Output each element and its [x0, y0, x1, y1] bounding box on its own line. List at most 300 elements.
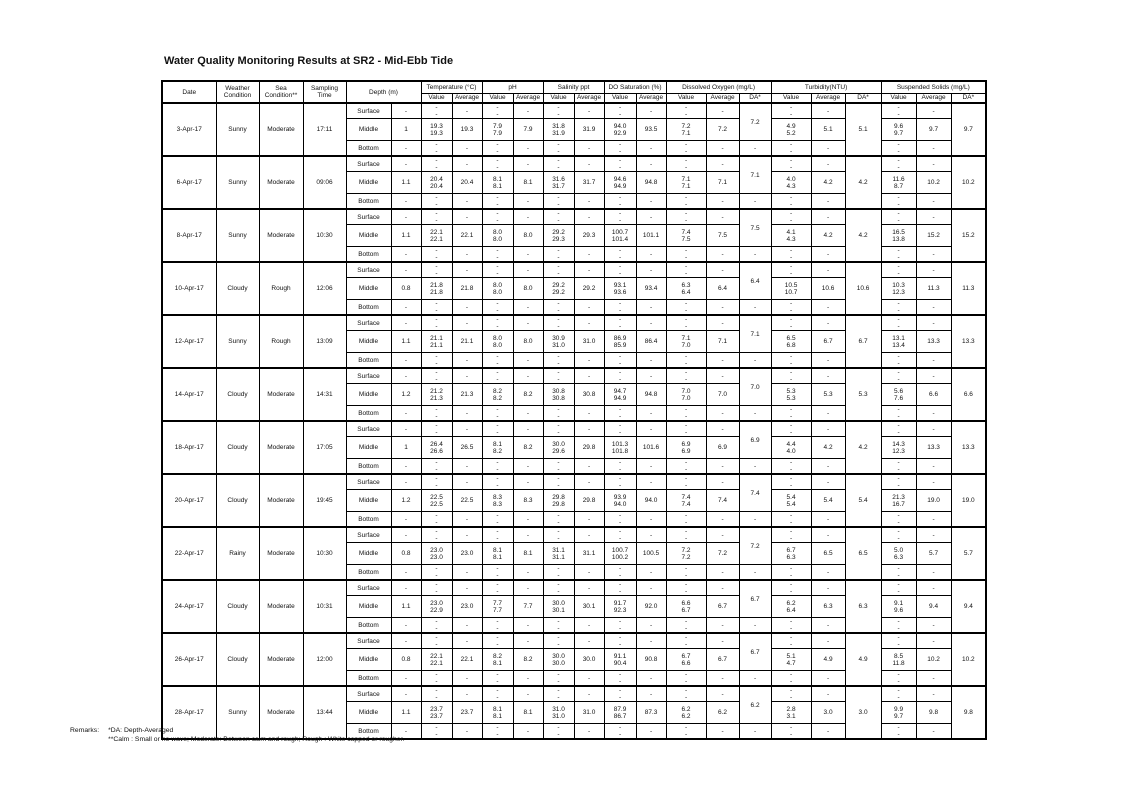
cell-temperature-value: - - [421, 580, 452, 596]
header-group: Dissolved Oxygen (mg/L) [666, 81, 771, 93]
cell-suspended_solids-value: 5.6 7.6 [881, 384, 916, 406]
cell-suspended_solids-value: - - [881, 209, 916, 225]
cell-ph-value: 8.0 8.0 [482, 331, 513, 353]
cell-date: 8-Apr-17 [162, 209, 216, 262]
cell-temperature-value: 26.4 26.6 [421, 437, 452, 459]
cell-temperature-average: 23.7 [452, 702, 482, 724]
cell-depth-level: Middle [346, 596, 391, 618]
cell-suspended_solids-average: - [916, 368, 951, 384]
cell-turbidity-value: 4.1 4.3 [771, 225, 811, 247]
cell-do_saturation-value: 87.9 86.7 [604, 702, 636, 724]
cell-ph-average: 8.0 [513, 331, 543, 353]
cell-sea-condition: Moderate [259, 209, 303, 262]
cell-ph-average: 8.0 [513, 225, 543, 247]
cell-turbidity-average: - [811, 633, 845, 649]
cell-suspended_solids-average: - [916, 141, 951, 157]
cell-depth-level: Bottom [346, 247, 391, 263]
cell-dissolved_oxygen-da: 7.2 [739, 527, 771, 565]
cell-dissolved_oxygen-average: - [706, 459, 739, 475]
cell-temperature-average: - [452, 156, 482, 172]
cell-turbidity-da: 6.7 [845, 315, 881, 368]
cell-suspended_solids-average: 6.6 [916, 384, 951, 406]
cell-salinity-average: 29.8 [574, 437, 604, 459]
cell-temperature-average: - [452, 141, 482, 157]
cell-suspended_solids-value: - - [881, 406, 916, 422]
cell-depth-level: Bottom [346, 194, 391, 210]
cell-sampling-time: 17:11 [303, 103, 346, 156]
cell-turbidity-value: - - [771, 724, 811, 740]
cell-dissolved_oxygen-average: - [706, 194, 739, 210]
cell-salinity-value: - - [543, 633, 574, 649]
cell-salinity-average: 30.1 [574, 596, 604, 618]
header-sub-average: Average [916, 93, 951, 103]
cell-turbidity-da: 4.2 [845, 156, 881, 209]
cell-depth-level: Middle [346, 278, 391, 300]
cell-dissolved_oxygen-value: - - [666, 406, 706, 422]
cell-ph-value: - - [482, 618, 513, 634]
cell-suspended_solids-average: 9.8 [916, 702, 951, 724]
cell-salinity-value: - - [543, 724, 574, 740]
cell-dissolved_oxygen-average: - [706, 474, 739, 490]
cell-temperature-value: - - [421, 459, 452, 475]
cell-depth-value: - [391, 406, 421, 422]
cell-depth-value: - [391, 671, 421, 687]
cell-dissolved_oxygen-value: - - [666, 527, 706, 543]
cell-dissolved_oxygen-average: - [706, 103, 739, 119]
cell-do_saturation-value: - - [604, 421, 636, 437]
cell-ph-average: - [513, 262, 543, 278]
cell-ph-average: - [513, 406, 543, 422]
page-title: Water Quality Monitoring Results at SR2 - Mid-Ebb Tide [164, 55, 454, 67]
table-row [162, 315, 986, 331]
table-row [162, 156, 986, 172]
cell-turbidity-average: 5.1 [811, 119, 845, 141]
header-sub-value: Value [666, 93, 706, 103]
cell-temperature-average: - [452, 368, 482, 384]
cell-salinity-value: 31.6 31.7 [543, 172, 574, 194]
cell-suspended_solids-value: - - [881, 421, 916, 437]
cell-temperature-average: 22.1 [452, 225, 482, 247]
cell-suspended_solids-value: 16.5 13.8 [881, 225, 916, 247]
cell-salinity-average: 30.8 [574, 384, 604, 406]
cell-do_saturation-average: - [636, 527, 666, 543]
cell-depth-value: - [391, 686, 421, 702]
cell-do_saturation-value: - - [604, 103, 636, 119]
cell-dissolved_oxygen-average: - [706, 406, 739, 422]
cell-dissolved_oxygen-da: - [739, 353, 771, 369]
cell-dissolved_oxygen-value: - - [666, 474, 706, 490]
cell-depth-level: Surface [346, 156, 391, 172]
cell-suspended_solids-average: 11.3 [916, 278, 951, 300]
cell-dissolved_oxygen-average: 6.4 [706, 278, 739, 300]
cell-ph-value: 8.1 8.2 [482, 437, 513, 459]
cell-weather: Cloudy [216, 580, 259, 633]
cell-temperature-value: - - [421, 141, 452, 157]
cell-depth-value: - [391, 156, 421, 172]
cell-turbidity-average: - [811, 156, 845, 172]
cell-date: 6-Apr-17 [162, 156, 216, 209]
cell-ph-value: 8.1 8.1 [482, 702, 513, 724]
cell-temperature-value: 19.3 19.3 [421, 119, 452, 141]
cell-dissolved_oxygen-da: 6.9 [739, 421, 771, 459]
cell-do_saturation-average: - [636, 315, 666, 331]
cell-dissolved_oxygen-value: - - [666, 459, 706, 475]
cell-date: 12-Apr-17 [162, 315, 216, 368]
cell-depth-value: - [391, 300, 421, 316]
cell-do_saturation-value: - - [604, 300, 636, 316]
cell-ph-average: - [513, 141, 543, 157]
cell-salinity-value: 30.9 31.0 [543, 331, 574, 353]
cell-dissolved_oxygen-da: 6.4 [739, 262, 771, 300]
cell-salinity-value: - - [543, 406, 574, 422]
cell-suspended_solids-average: - [916, 686, 951, 702]
cell-dissolved_oxygen-value: - - [666, 194, 706, 210]
cell-ph-average: - [513, 671, 543, 687]
cell-suspended_solids-value: 8.5 11.8 [881, 649, 916, 671]
cell-dissolved_oxygen-value: - - [666, 580, 706, 596]
header-sub-value: Value [881, 93, 916, 103]
cell-suspended_solids-average: - [916, 300, 951, 316]
cell-salinity-average: - [574, 474, 604, 490]
cell-dissolved_oxygen-average: 6.9 [706, 437, 739, 459]
cell-depth-level: Middle [346, 384, 391, 406]
cell-turbidity-value: - - [771, 300, 811, 316]
cell-ph-average: - [513, 724, 543, 740]
cell-turbidity-value: 10.5 10.7 [771, 278, 811, 300]
cell-turbidity-value: - - [771, 368, 811, 384]
cell-salinity-value: 29.8 29.8 [543, 490, 574, 512]
cell-salinity-average: - [574, 724, 604, 740]
cell-dissolved_oxygen-average: 7.1 [706, 172, 739, 194]
cell-ph-value: - - [482, 262, 513, 278]
cell-temperature-average: - [452, 686, 482, 702]
cell-salinity-average: - [574, 315, 604, 331]
cell-dissolved_oxygen-average: 7.4 [706, 490, 739, 512]
cell-suspended_solids-da: 5.7 [951, 527, 986, 580]
cell-do_saturation-value: - - [604, 671, 636, 687]
header-date: Date [162, 81, 216, 103]
cell-turbidity-average: 4.2 [811, 437, 845, 459]
cell-ph-average: 8.2 [513, 437, 543, 459]
cell-suspended_solids-da: 10.2 [951, 156, 986, 209]
cell-dissolved_oxygen-average: - [706, 633, 739, 649]
cell-dissolved_oxygen-value: - - [666, 512, 706, 528]
cell-temperature-average: - [452, 580, 482, 596]
cell-suspended_solids-average: - [916, 565, 951, 581]
cell-ph-average: 7.7 [513, 596, 543, 618]
cell-turbidity-da: 5.3 [845, 368, 881, 421]
cell-suspended_solids-value: - - [881, 194, 916, 210]
cell-salinity-value: - - [543, 512, 574, 528]
cell-ph-value: - - [482, 671, 513, 687]
cell-turbidity-average: - [811, 300, 845, 316]
cell-do_saturation-value: - - [604, 565, 636, 581]
cell-do_saturation-value: - - [604, 194, 636, 210]
cell-sea-condition: Rough [259, 315, 303, 368]
cell-sea-condition: Moderate [259, 580, 303, 633]
cell-depth-value: - [391, 580, 421, 596]
table-row [162, 421, 986, 437]
cell-depth-level: Surface [346, 262, 391, 278]
cell-salinity-value: - - [543, 618, 574, 634]
cell-do_saturation-value: - - [604, 474, 636, 490]
cell-temperature-value: 22.5 22.5 [421, 490, 452, 512]
header-sub-average: Average [811, 93, 845, 103]
cell-suspended_solids-da: 9.8 [951, 686, 986, 739]
cell-temperature-average: 21.8 [452, 278, 482, 300]
cell-turbidity-value: - - [771, 527, 811, 543]
header-sub-dastar: DA* [739, 93, 771, 103]
cell-dissolved_oxygen-da: - [739, 512, 771, 528]
cell-turbidity-average: - [811, 512, 845, 528]
cell-ph-average: 8.1 [513, 172, 543, 194]
cell-sampling-time: 14:31 [303, 368, 346, 421]
cell-ph-average: - [513, 194, 543, 210]
cell-turbidity-da: 3.0 [845, 686, 881, 739]
cell-temperature-average: - [452, 103, 482, 119]
cell-dissolved_oxygen-value: 6.7 6.6 [666, 649, 706, 671]
cell-suspended_solids-average: - [916, 724, 951, 740]
cell-dissolved_oxygen-average: - [706, 156, 739, 172]
cell-temperature-average: - [452, 565, 482, 581]
cell-dissolved_oxygen-value: 7.4 7.5 [666, 225, 706, 247]
cell-sampling-time: 19:45 [303, 474, 346, 527]
cell-turbidity-value: - - [771, 315, 811, 331]
cell-turbidity-average: - [811, 406, 845, 422]
cell-depth-value: - [391, 103, 421, 119]
cell-temperature-average: - [452, 512, 482, 528]
cell-suspended_solids-value: 10.3 12.3 [881, 278, 916, 300]
cell-dissolved_oxygen-value: - - [666, 421, 706, 437]
header-sub-value: Value [482, 93, 513, 103]
cell-suspended_solids-average: 9.4 [916, 596, 951, 618]
cell-turbidity-da: 10.6 [845, 262, 881, 315]
cell-do_saturation-average: - [636, 618, 666, 634]
cell-turbidity-average: 4.2 [811, 225, 845, 247]
cell-dissolved_oxygen-da: 6.7 [739, 580, 771, 618]
cell-dissolved_oxygen-da: - [739, 406, 771, 422]
cell-ph-average: - [513, 686, 543, 702]
cell-turbidity-value: - - [771, 459, 811, 475]
cell-salinity-value: 30.0 29.6 [543, 437, 574, 459]
cell-date: 22-Apr-17 [162, 527, 216, 580]
cell-temperature-average: 19.3 [452, 119, 482, 141]
cell-dissolved_oxygen-da: 6.7 [739, 633, 771, 671]
cell-sampling-time: 09:06 [303, 156, 346, 209]
cell-dissolved_oxygen-average: 7.2 [706, 543, 739, 565]
cell-dissolved_oxygen-average: - [706, 262, 739, 278]
cell-dissolved_oxygen-average: - [706, 724, 739, 740]
cell-do_saturation-average: 93.4 [636, 278, 666, 300]
cell-sea-condition: Moderate [259, 368, 303, 421]
cell-ph-value: - - [482, 141, 513, 157]
cell-salinity-average: - [574, 156, 604, 172]
cell-suspended_solids-da: 19.0 [951, 474, 986, 527]
cell-do_saturation-average: - [636, 421, 666, 437]
cell-do_saturation-value: - - [604, 724, 636, 740]
cell-suspended_solids-value: - - [881, 527, 916, 543]
cell-depth-value: - [391, 512, 421, 528]
cell-dissolved_oxygen-value: - - [666, 300, 706, 316]
cell-dissolved_oxygen-average: - [706, 618, 739, 634]
cell-depth-level: Bottom [346, 512, 391, 528]
header-sub-dastar: DA* [845, 93, 881, 103]
cell-salinity-value: 31.8 31.9 [543, 119, 574, 141]
table-row [162, 209, 986, 225]
cell-depth-value: - [391, 565, 421, 581]
cell-turbidity-average: - [811, 459, 845, 475]
cell-do_saturation-value: 93.9 94.0 [604, 490, 636, 512]
cell-depth-level: Bottom [346, 724, 391, 740]
cell-salinity-average: - [574, 565, 604, 581]
cell-suspended_solids-average: 10.2 [916, 172, 951, 194]
cell-suspended_solids-value: - - [881, 141, 916, 157]
cell-salinity-value: 31.1 31.1 [543, 543, 574, 565]
cell-temperature-average: 22.5 [452, 490, 482, 512]
cell-ph-average: 8.1 [513, 702, 543, 724]
cell-temperature-average: - [452, 300, 482, 316]
cell-depth-level: Middle [346, 119, 391, 141]
cell-salinity-value: 30.0 30.1 [543, 596, 574, 618]
cell-do_saturation-value: - - [604, 618, 636, 634]
cell-do_saturation-average: 93.5 [636, 119, 666, 141]
cell-ph-value: 8.2 8.1 [482, 649, 513, 671]
cell-salinity-average: 31.0 [574, 702, 604, 724]
cell-turbidity-value: - - [771, 565, 811, 581]
header-sub-dastar: DA* [951, 93, 986, 103]
cell-depth-value: 1.1 [391, 225, 421, 247]
cell-temperature-average: - [452, 459, 482, 475]
header-sub-value: Value [421, 93, 452, 103]
cell-dissolved_oxygen-value: - - [666, 262, 706, 278]
cell-do_saturation-average: - [636, 686, 666, 702]
cell-turbidity-da: 4.9 [845, 633, 881, 686]
cell-date: 24-Apr-17 [162, 580, 216, 633]
cell-dissolved_oxygen-average: - [706, 209, 739, 225]
cell-do_saturation-value: - - [604, 406, 636, 422]
cell-turbidity-da: 5.1 [845, 103, 881, 156]
cell-dissolved_oxygen-value: - - [666, 671, 706, 687]
cell-turbidity-da: 4.2 [845, 421, 881, 474]
cell-temperature-average: 21.3 [452, 384, 482, 406]
cell-sampling-time: 10:31 [303, 580, 346, 633]
header-sub-average: Average [706, 93, 739, 103]
header-group: Temperature (°C) [421, 81, 482, 93]
cell-turbidity-average: - [811, 368, 845, 384]
cell-salinity-value: 31.0 31.0 [543, 702, 574, 724]
cell-salinity-average: - [574, 262, 604, 278]
cell-ph-value: 7.9 7.9 [482, 119, 513, 141]
cell-dissolved_oxygen-da: - [739, 300, 771, 316]
cell-suspended_solids-average: 15.2 [916, 225, 951, 247]
cell-salinity-average: - [574, 580, 604, 596]
cell-turbidity-value: 6.5 6.8 [771, 331, 811, 353]
cell-dissolved_oxygen-value: 7.1 7.1 [666, 172, 706, 194]
cell-temperature-average: - [452, 315, 482, 331]
cell-do_saturation-average: 101.6 [636, 437, 666, 459]
cell-depth-level: Middle [346, 649, 391, 671]
cell-dissolved_oxygen-value: - - [666, 141, 706, 157]
cell-depth-level: Bottom [346, 671, 391, 687]
cell-dissolved_oxygen-average: - [706, 353, 739, 369]
cell-depth-level: Surface [346, 686, 391, 702]
cell-ph-value: - - [482, 406, 513, 422]
cell-suspended_solids-average: - [916, 209, 951, 225]
cell-salinity-average: - [574, 406, 604, 422]
cell-ph-value: - - [482, 633, 513, 649]
cell-depth-level: Middle [346, 702, 391, 724]
cell-temperature-value: 20.4 20.4 [421, 172, 452, 194]
cell-salinity-value: 29.2 29.3 [543, 225, 574, 247]
cell-ph-value: 8.1 8.1 [482, 543, 513, 565]
cell-do_saturation-average: 86.4 [636, 331, 666, 353]
cell-dissolved_oxygen-average: 6.7 [706, 649, 739, 671]
cell-turbidity-value: 5.4 5.4 [771, 490, 811, 512]
cell-do_saturation-value: - - [604, 368, 636, 384]
cell-suspended_solids-da: 6.6 [951, 368, 986, 421]
header-sub-value: Value [771, 93, 811, 103]
cell-temperature-value: - - [421, 103, 452, 119]
cell-suspended_solids-value: - - [881, 300, 916, 316]
cell-turbidity-value: - - [771, 618, 811, 634]
cell-temperature-value: - - [421, 315, 452, 331]
cell-turbidity-average: 6.3 [811, 596, 845, 618]
cell-salinity-average: - [574, 421, 604, 437]
cell-salinity-average: - [574, 194, 604, 210]
cell-temperature-average: - [452, 671, 482, 687]
cell-do_saturation-average: - [636, 565, 666, 581]
cell-salinity-value: - - [543, 156, 574, 172]
cell-dissolved_oxygen-da: 7.1 [739, 315, 771, 353]
cell-do_saturation-value: 94.6 94.9 [604, 172, 636, 194]
cell-turbidity-average: 4.2 [811, 172, 845, 194]
cell-temperature-average: - [452, 247, 482, 263]
cell-suspended_solids-average: - [916, 633, 951, 649]
cell-salinity-value: - - [543, 209, 574, 225]
cell-do_saturation-average: 87.3 [636, 702, 666, 724]
cell-temperature-average: - [452, 724, 482, 740]
cell-suspended_solids-value: - - [881, 565, 916, 581]
cell-do_saturation-value: - - [604, 459, 636, 475]
header-sub-value: Value [543, 93, 574, 103]
cell-dissolved_oxygen-average: - [706, 565, 739, 581]
cell-do_saturation-value: - - [604, 686, 636, 702]
cell-dissolved_oxygen-da: 7.0 [739, 368, 771, 406]
cell-sea-condition: Moderate [259, 156, 303, 209]
cell-suspended_solids-value: 13.1 13.4 [881, 331, 916, 353]
table-row [162, 368, 986, 384]
cell-do_saturation-average: - [636, 406, 666, 422]
cell-do_saturation-value: - - [604, 141, 636, 157]
cell-suspended_solids-value: - - [881, 724, 916, 740]
cell-salinity-average: - [574, 459, 604, 475]
table-row [162, 474, 986, 490]
cell-suspended_solids-average: - [916, 459, 951, 475]
cell-dissolved_oxygen-average: 7.1 [706, 331, 739, 353]
cell-suspended_solids-value: - - [881, 262, 916, 278]
cell-dissolved_oxygen-da: 7.5 [739, 209, 771, 247]
cell-ph-value: - - [482, 580, 513, 596]
cell-turbidity-average: - [811, 580, 845, 596]
cell-turbidity-average: - [811, 103, 845, 119]
cell-suspended_solids-value: 9.9 9.7 [881, 702, 916, 724]
cell-depth-value: - [391, 141, 421, 157]
cell-salinity-average: 31.9 [574, 119, 604, 141]
cell-ph-value: - - [482, 315, 513, 331]
cell-dissolved_oxygen-da: - [739, 194, 771, 210]
cell-dissolved_oxygen-da: - [739, 459, 771, 475]
cell-dissolved_oxygen-average: - [706, 580, 739, 596]
